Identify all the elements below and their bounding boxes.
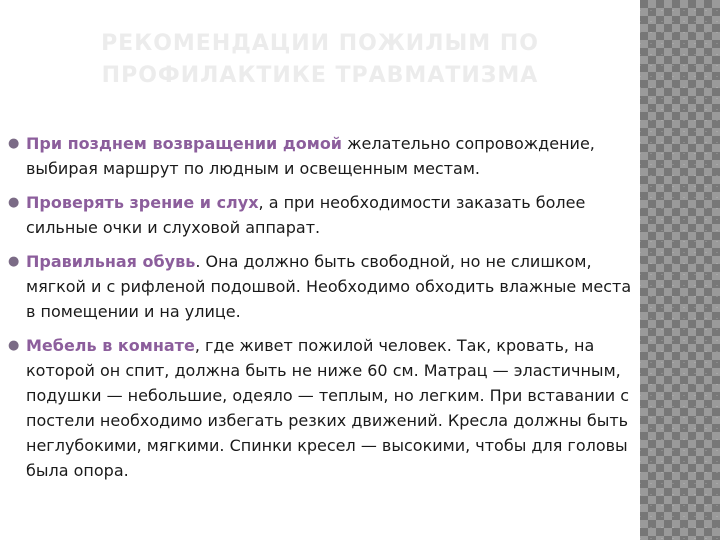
list-item bbox=[8, 131, 638, 181]
item-text: , а при необходимости заказать более сильные очки и слуховой аппарат. bbox=[26, 193, 586, 237]
item-text: желательно сопровождение, выбирая маршрут по людным и освещенным местам. bbox=[26, 134, 595, 178]
slide-title bbox=[0, 28, 640, 92]
item-lead: Проверять зрение и слух bbox=[26, 193, 259, 212]
bullet-icon: ● bbox=[8, 195, 20, 210]
item-text: , где живет пожилой человек. Так, кровать, на которой он спит, должна быть не ниже 60 см. Матрац — эластичным, подушки — небольшие, одеяло — теплым, но легким. При вставании с постели необходимо избегать резких движений. Кресла должны быть неглубокими, мягкими. Спинки кресел — высокими, чтобы для головы была опора. bbox=[26, 336, 630, 480]
item-lead: Мебель в комнате bbox=[26, 336, 195, 355]
list-item bbox=[8, 333, 638, 483]
slide-title-line-2: ПРОФИЛАКТИКЕ ТРАВМАТИЗМА bbox=[101, 63, 539, 88]
list-item bbox=[8, 249, 638, 324]
item-lead: При позднем возвращении домой bbox=[26, 134, 343, 153]
bullet-list bbox=[8, 131, 638, 492]
slide-title-line-1: РЕКОМЕНДАЦИИ ПОЖИЛЫМ ПО bbox=[101, 31, 539, 56]
item-lead: Правильная обувь bbox=[26, 252, 196, 271]
list-item bbox=[8, 190, 638, 240]
decorative-side-panel bbox=[640, 0, 720, 540]
bullet-icon: ● bbox=[8, 338, 20, 353]
item-text: . Она должно быть свободной, но не слишком, мягкой и с рифленой подошвой. Необходимо обходить влажные места в помещении и на улице. bbox=[26, 252, 632, 321]
bullet-icon: ● bbox=[8, 254, 20, 269]
bullet-icon: ● bbox=[8, 136, 20, 151]
